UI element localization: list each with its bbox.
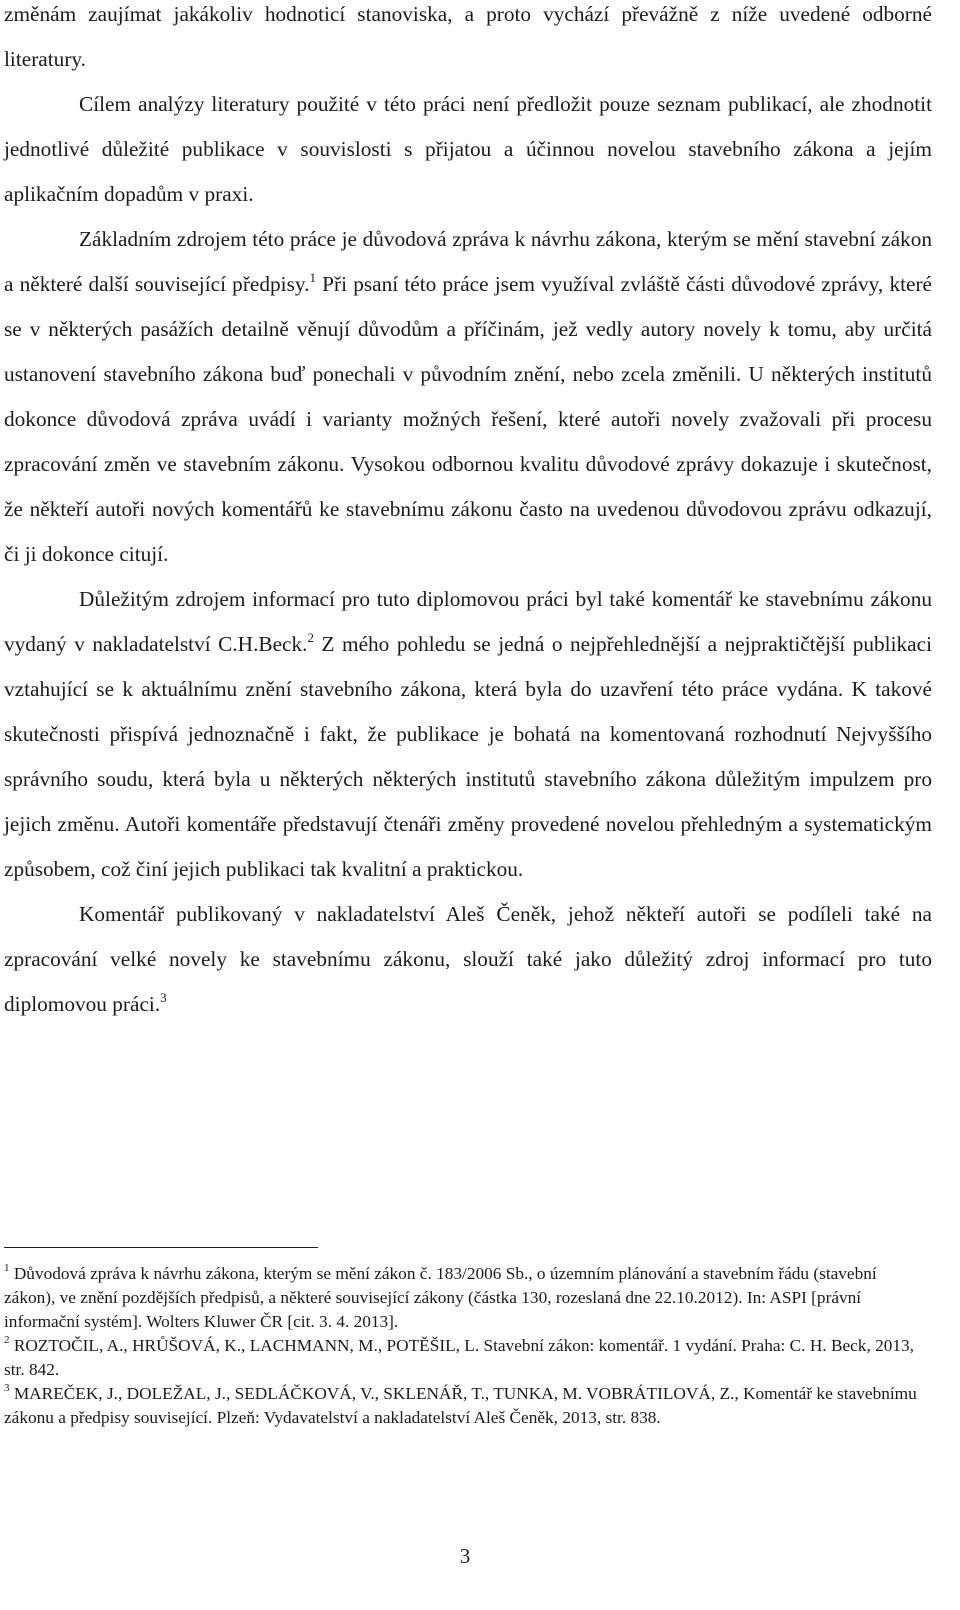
footnote-2 <box>4 1334 932 1382</box>
paragraph-2-text: Cílem analýzy literatury použité v této práci není předložit pouze seznam publikací, ale zhodnotit jednotlivé důležité publikace v souvislosti s přijatou a účinnou novelou stavebního zákona a jejím aplikačním dopadům v praxi. <box>4 92 932 206</box>
footnote-1-number: 1 <box>4 1262 10 1274</box>
page-number: 3 <box>459 1544 471 1568</box>
paragraph-4-text-b: Z mého pohledu se jedná o nejpřehlednější a nejpraktičtější publikaci vztahující se k aktuálnímu znění stavebního zákona, která byla do uzavření této práce vydána. K takové skutečnosti přispívá jednoznačně i fakt, že publikace je bohatá na komentovaná rozhodnutí Nejvyššího správního soudu, která byla u některých některých institutů stavebního zákona důležitým impulzem pro jejich změnu. Autoři komentáře představují čtenáři změny provedené novelou přehledným a systematickým způsobem, což činí jejich publikaci tak kvalitní a praktickou. <box>4 632 932 881</box>
footnote-3-text: MAREČEK, J., DOLEŽAL, J., SEDLÁČKOVÁ, V., SKLENÁŘ, T., TUNKA, M. VOBRÁTILOVÁ, Z., Komentář ke stavebnímu zákonu a předpisy související. Plzeň: Vydavatelství a nakladatelství Aleš Čeněk, 2013, str. 838. <box>4 1384 917 1427</box>
paragraph-2 <box>4 82 932 217</box>
paragraph-5 <box>4 892 932 1027</box>
paragraph-4 <box>4 577 932 892</box>
paragraph-1 <box>4 0 932 82</box>
footnote-ref-1[interactable]: 1 <box>309 270 316 285</box>
paragraph-4-text-a: Důležitým zdrojem informací pro tuto diplomovou práci byl také komentář ke stavebnímu zákonu vydaný v nakladatelství C.H.Beck. <box>4 587 932 656</box>
footnote-1 <box>4 1262 932 1334</box>
paragraph-3-text-a: Základním zdrojem této práce je důvodová zpráva k návrhu zákona, kterým se mění stavební zákon a některé další související předpisy. <box>4 227 932 296</box>
footnote-separator <box>4 1247 318 1248</box>
footnote-ref-2[interactable]: 2 <box>307 630 314 645</box>
paragraph-3-text-b: Při psaní této práce jsem využíval zvláště části důvodové zprávy, které se v některých pasážích detailně věnují důvodům a příčinám, jež vedly autory novely k tomu, aby určitá ustanovení stavebního zákona buď ponechali v původním znění, nebo zcela změnili. U některých institutů dokonce důvodová zpráva uvádí i varianty možných řešení, které autoři novely zvažovali při procesu zpracování změn ve stavebním zákonu. Vysokou odbornou kvalitu důvodové zprávy dokazuje i skutečnost, že někteří autoři nových komentářů ke stavebnímu zákonu často na uvedenou důvodovou zprávu odkazují, či ji dokonce citují. <box>4 272 933 566</box>
footnote-2-number: 2 <box>4 1334 10 1346</box>
paragraph-3 <box>4 217 932 577</box>
main-text <box>4 0 932 1027</box>
footnote-ref-3[interactable]: 3 <box>160 990 167 1005</box>
paragraph-5-text: Komentář publikovaný v nakladatelství Aleš Čeněk, jehož někteří autoři se podíleli také na zpracování velké novely ke stavebnímu zákonu, slouží také jako důležitý zdroj informací pro tuto diplomovou práci. <box>4 902 932 1016</box>
footnotes <box>4 1262 932 1430</box>
footnote-3 <box>4 1382 932 1430</box>
footnote-2-text: ROZTOČIL, A., HRŮŠOVÁ, K., LACHMANN, M., POTĚŠIL, L. Stavební zákon: komentář. 1 vydání. Praha: C. H. Beck, 2013, str. 842. <box>4 1336 914 1379</box>
paragraph-1-text: změnám zaujímat jakákoliv hodnoticí stanoviska, a proto vychází převážně z níže uvedené odborné literatury. <box>4 2 932 71</box>
footnote-1-text: Důvodová zpráva k návrhu zákona, kterým se mění zákon č. 183/2006 Sb., o územním plánování a stavebním řádu (stavební zákon), ve znění pozdějších předpisů, a některé související zákony (částka 130, rozeslaná dne 22.10.2012). In: ASPI [právní informační systém]. Wolters Kluwer ČR [cit. 3. 4. 2013]. <box>4 1264 877 1331</box>
footnote-3-number: 3 <box>4 1382 10 1394</box>
